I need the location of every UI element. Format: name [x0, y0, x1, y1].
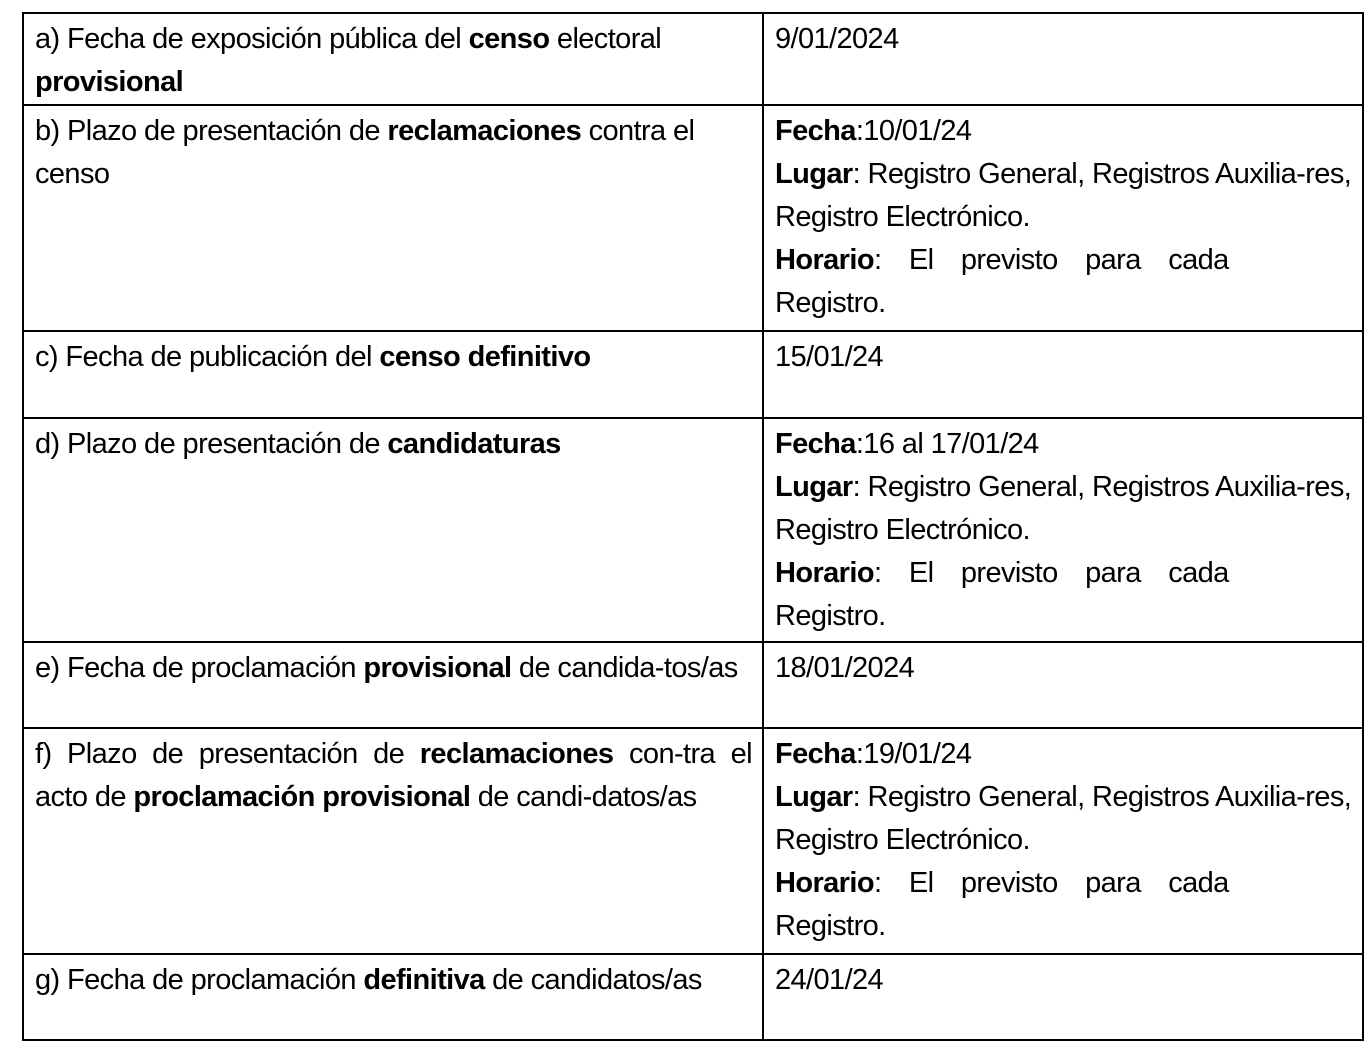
item-cell-c — [23, 331, 763, 418]
value-cell-a — [763, 13, 1363, 105]
item-cell-f — [23, 728, 763, 954]
table-row-d — [23, 418, 1363, 642]
date-value: 18/01/2024 — [775, 652, 915, 684]
lugar-label: Lugar — [775, 471, 853, 503]
lugar-value: : Registro General, Registros Auxilia-res, Registro Electrónico. — [775, 158, 1352, 233]
horario-value: : El previsto para cada Registro. — [775, 867, 1229, 942]
value-cell-e — [763, 642, 1363, 728]
value-cell-b — [763, 105, 1363, 331]
horario-value: : El previsto para cada Registro. — [775, 557, 1229, 632]
horario-label: Horario — [775, 867, 874, 899]
item-text: g) Fecha de proclamación definitiva de candidatos/as — [35, 964, 702, 996]
item-text: b) Plazo de presentación de reclamaciones contra el censo — [35, 115, 695, 190]
lugar-label: Lugar — [775, 781, 853, 813]
fecha-label: Fecha — [775, 738, 856, 770]
item-cell-b — [23, 105, 763, 331]
lugar-line — [775, 776, 1352, 862]
item-text: d) Plazo de presentación de candidaturas — [35, 428, 561, 460]
horario-label: Horario — [775, 557, 874, 589]
lugar-line — [775, 466, 1352, 552]
horario-value: : El previsto para cada Registro. — [775, 244, 1229, 319]
fecha-line — [775, 733, 1352, 776]
fecha-value: :16 al 17/01/24 — [855, 428, 1039, 460]
table-row-f — [23, 728, 1363, 954]
value-cell-c — [763, 331, 1363, 418]
lugar-value: : Registro General, Registros Auxilia-res, Registro Electrónico. — [775, 471, 1352, 546]
fecha-value: :10/01/24 — [855, 115, 972, 147]
table-row-c — [23, 331, 1363, 418]
horario-line — [775, 862, 1352, 948]
table-row-g — [23, 954, 1363, 1040]
item-cell-g — [23, 954, 763, 1040]
item-cell-e — [23, 642, 763, 728]
value-cell-d — [763, 418, 1363, 642]
fecha-value: :19/01/24 — [855, 738, 972, 770]
item-text: f) Plazo de presentación de reclamaciones con-tra el acto de proclamación provisional de candi-datos/as — [35, 738, 752, 813]
lugar-label: Lugar — [775, 158, 853, 190]
table-row-e — [23, 642, 1363, 728]
date-value: 24/01/24 — [775, 964, 884, 996]
date-value: 15/01/24 — [775, 341, 884, 373]
lugar-line — [775, 153, 1352, 239]
item-text: e) Fecha de proclamación provisional de candida-tos/as — [35, 652, 738, 684]
table-row-a — [23, 13, 1363, 105]
horario-line — [775, 239, 1352, 325]
table-row-b — [23, 105, 1363, 331]
item-cell-a — [23, 13, 763, 105]
date-value: 9/01/2024 — [775, 23, 899, 55]
item-cell-d — [23, 418, 763, 642]
horario-label: Horario — [775, 244, 874, 276]
value-cell-f — [763, 728, 1363, 954]
lugar-value: : Registro General, Registros Auxilia-res, Registro Electrónico. — [775, 781, 1352, 856]
fecha-line — [775, 110, 1352, 153]
fecha-label: Fecha — [775, 428, 856, 460]
item-text: c) Fecha de publicación del censo definitivo — [35, 341, 591, 373]
item-text: a) Fecha de exposición pública del censo electoral provisional — [35, 23, 662, 98]
value-cell-g — [763, 954, 1363, 1040]
fecha-line — [775, 423, 1352, 466]
fecha-label: Fecha — [775, 115, 856, 147]
horario-line — [775, 552, 1352, 638]
election-schedule-table — [22, 12, 1364, 1041]
